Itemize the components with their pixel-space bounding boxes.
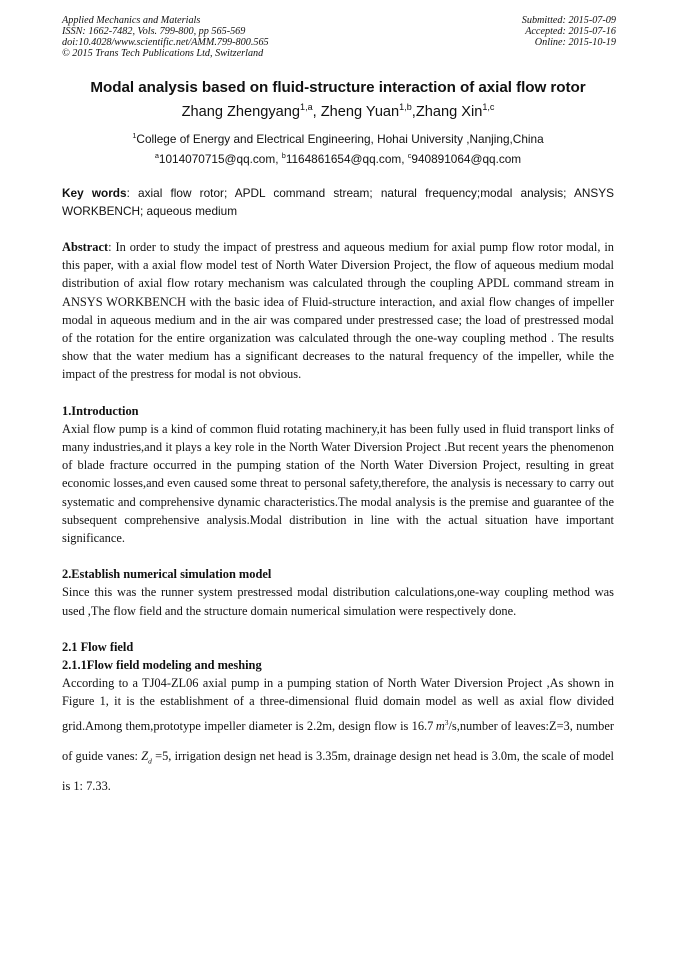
paper-body: [62, 78, 614, 801]
subsection-heading-flow-field: 2.1 Flow field: [62, 639, 134, 654]
online-date: Online: 2015-10-19: [534, 37, 616, 48]
abstract-text: : In order to study the impact of prestress and aqueous medium for axial pump flow rotor modal, in this paper, with a axial flow model test of North Water Diversion Project, the flow of aqueous medium modal distribution of axial flow rotary mechanism was calculated through the coupling APDL command stream in ANSYS WORKBENCH with the basic idea of Fluid-structure interaction, and axial flow changes of impeller modal in aqueous medium and in the air was compared under prestressed case; the load of prestressed modal of the rotation for the entire organization was calculated through the one-way coupling method . The results show that the water medium has a significant decreases to the natural frequency of the impeller, while the impact of the prestress for modal is not obvious.: [62, 240, 614, 382]
journal-info: [62, 15, 269, 59]
subsubsection-heading-meshing: 2.1.1Flow field modeling and meshing: [62, 658, 262, 673]
keywords: [62, 184, 614, 220]
author-affil-mark: 1,c: [482, 102, 495, 113]
abstract-label: Abstract: [62, 240, 109, 254]
submission-dates: [522, 15, 616, 48]
author-separator: ,: [312, 104, 321, 120]
author-emails: [62, 151, 614, 167]
keywords-label: Key words: [62, 186, 127, 200]
author-list: [62, 103, 614, 121]
author-affil-mark: 1,b: [399, 102, 412, 113]
author-separator: ,: [411, 104, 416, 120]
section-heading-model: 2.Establish numerical simulation model: [62, 567, 272, 582]
email-mark: b: [281, 151, 286, 161]
author-name: Zhang Zhengyang: [181, 104, 301, 120]
meshing-paragraph: [62, 674, 614, 800]
flow-unit: m: [435, 718, 445, 733]
email-mark: a: [154, 151, 159, 161]
email-address: 1014070715@qq.com,: [158, 152, 282, 166]
model-paragraph: Since this was the runner system prestressed modal distribution calculations,one-way coupling method was used ,The flow field and the structure domain numerical simulation were respectively done.: [62, 585, 614, 618]
email-address: 1164861654@qq.com,: [285, 152, 408, 166]
flow-unit-exponent: 3: [444, 717, 449, 727]
guide-vane-symbol: Z: [141, 748, 149, 763]
author-name: Zhang Xin: [415, 104, 483, 120]
introduction-paragraph: Axial flow pump is a kind of common fluid rotating machinery,it has been fully used in fluid transport links of many industries,and it plays a key role in the North Water Diversion Project .But recent years the phenomenon of blade fracture occurred in the pumping station of the North Water Diversion Project, resulting in great economic losses,and even caused some threat to personal safety,therefore, the analysis is necessary to carry out systematic and comprehensive dynamic characteristics.The modal analysis is the premise and guarantee of the subsequent comprehensive analysis.Modal distribution in line with the actual situation have important significance.: [62, 421, 614, 546]
abstract: [62, 238, 614, 384]
journal-name: Applied Mechanics and Materials: [62, 15, 201, 26]
author-affil-mark: 1,a: [300, 102, 313, 113]
journal-copyright: © 2015 Trans Tech Publications Ltd, Switzerland: [62, 48, 264, 59]
journal-doi: doi:10.4028/www.scientific.net/AMM.799-800.565: [62, 37, 269, 48]
meshing-text-part: According to a TJ04-ZL06 axial pump in a pumping station of North Water Diversion Project ,As shown in Figure 1, it is the establishment of a three-dimensional fluid domain model as well as axial flow divided grid.Among them,prototype impeller diameter is 2.2m, design flow is: [62, 676, 614, 733]
email-address: 940891064@qq.com: [411, 152, 522, 166]
keywords-text: : axial flow rotor; APDL command stream; natural frequency;modal analysis; ANSYS WORKBENCH; aqueous medium: [62, 186, 614, 218]
meshing-text-part: 3.35m, drainage design net head is 3.0m, the scale of model is 1: 7.33.: [62, 748, 614, 793]
accepted-date: Accepted: 2015-07-16: [525, 26, 616, 37]
meshing-text-part: /s,number of leaves:Z=3, number of guide vanes:: [62, 718, 614, 763]
meshing-text-part: =5, irrigation design net head is: [151, 748, 313, 763]
affiliation-text: College of Energy and Electrical Engineering, Hohai University ,Nanjing,China: [136, 132, 544, 146]
paper-title: Modal analysis based on fluid-structure interaction of axial flow rotor: [90, 79, 586, 96]
affiliation-mark: 1: [132, 131, 137, 141]
flow-value: 16.7: [411, 718, 434, 733]
submitted-date: Submitted: 2015-07-09: [521, 15, 616, 26]
journal-issn: ISSN: 1662-7482, Vols. 799-800, pp 565-569: [62, 26, 246, 37]
email-mark: c: [407, 151, 412, 161]
section-heading-introduction: 1.Introduction: [62, 403, 139, 418]
guide-vane-subscript: d: [148, 756, 152, 766]
affiliation: [62, 131, 614, 147]
author-name: Zheng Yuan: [320, 104, 400, 120]
